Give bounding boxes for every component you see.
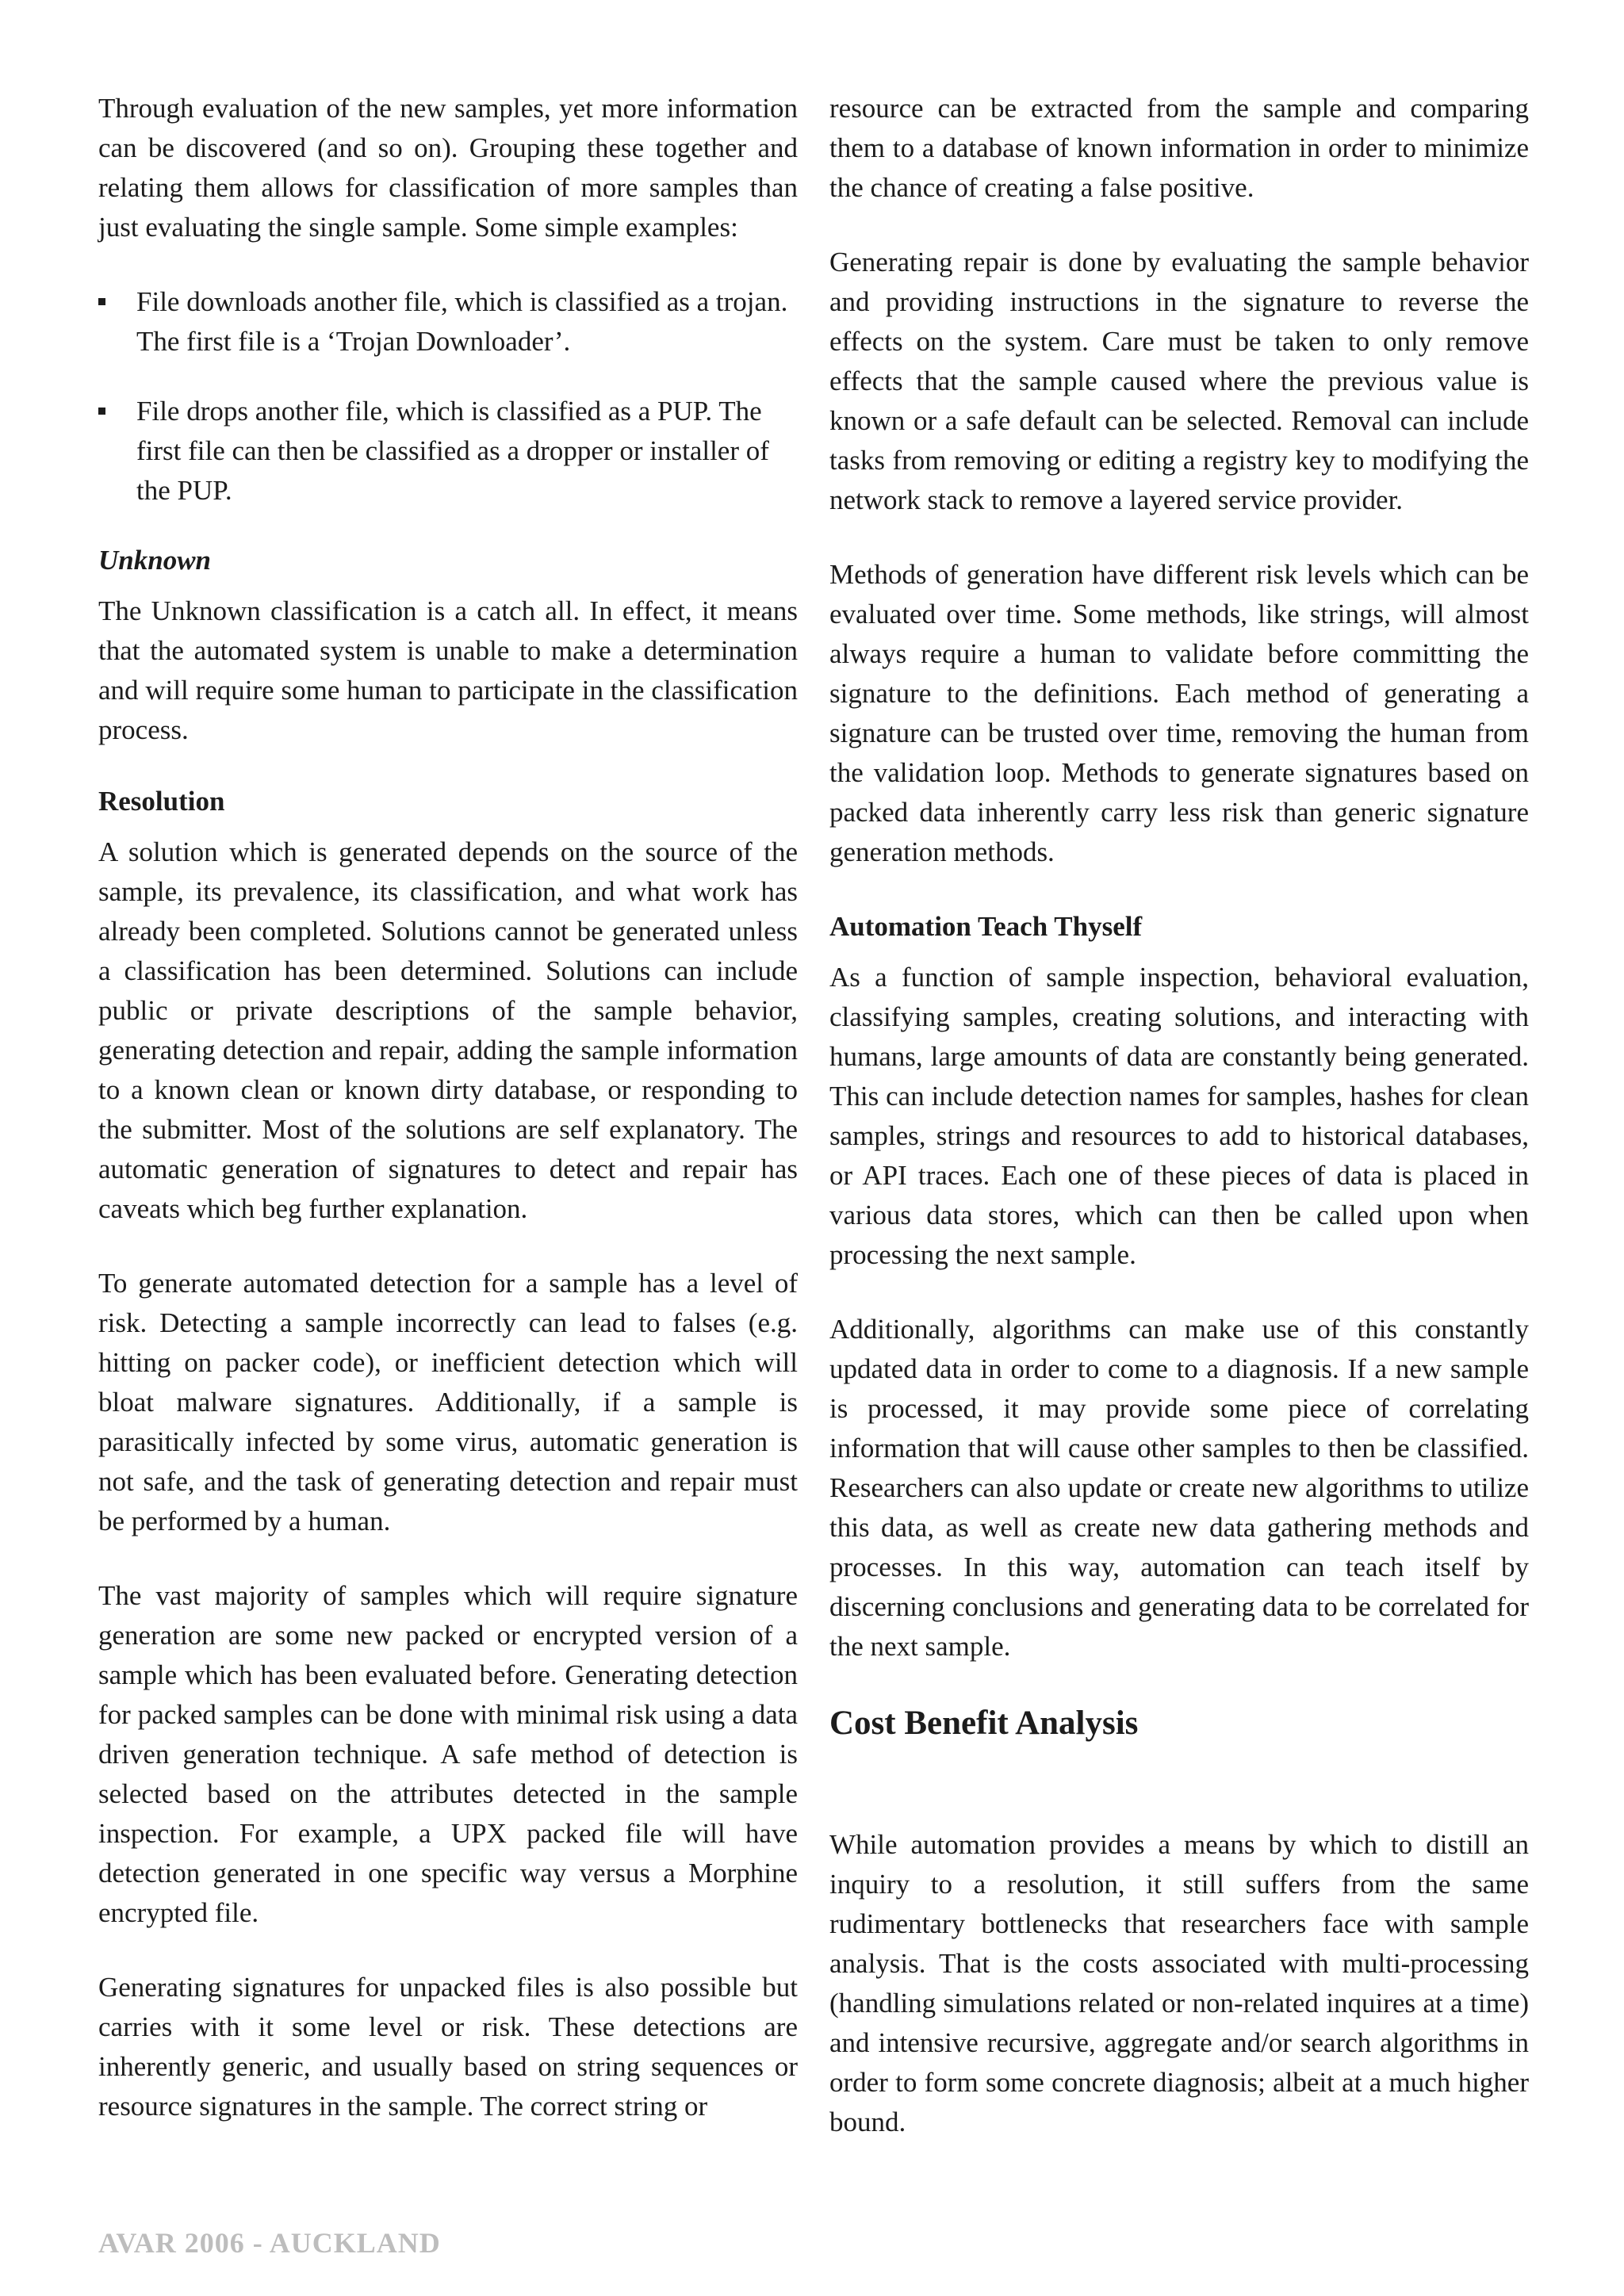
- cost-benefit-heading: Cost Benefit Analysis: [829, 1705, 1139, 1742]
- bullet-square-icon: [98, 298, 105, 305]
- unknown-heading: Unknown: [98, 545, 212, 576]
- intro-paragraph: Through evaluation of the new samples, yet more information can be discovered (and so on). Grouping these together and relating them allows for classification of more samples than just evaluating the single sample. Some simple examples:: [98, 93, 798, 243]
- resolution-paragraph: Generating signatures for unpacked files is also possible but carries with it some level or risk. These detections are inherently generic, and usually based on string sequences or resource signatures in the sample. The correct string or: [98, 1972, 798, 2122]
- resolution-paragraph: The vast majority of samples which will require signature generation are some new packed or encrypted version of a sample which has been evaluated before. Generating detection for packed samples can be done with minimal risk using a data driven generation technique. A safe method of detection is selected based on the attributes detected in the sample inspection. For example, a UPX packed file will have detection generated in one specific way versus a Morphine encrypted file.: [98, 1580, 798, 1928]
- resolution-paragraph: To generate automated detection for a sample has a level of risk. Detecting a sample incorrectly can lead to falses (e.g. hitting on packer code), or inefficient detection which will bloat malware signatures. Additionally, if a sample is parasitically infected by some virus, automatic generation is not safe, and the task of generating detection and repair must be performed by a human.: [98, 1268, 798, 1536]
- examples-list: [98, 282, 798, 511]
- left-column: [98, 89, 798, 2161]
- right-column: [829, 89, 1529, 2177]
- unknown-paragraph: The Unknown classification is a catch all. In effect, it means that the automated system is unable to make a determination and will require some human to participate in the classification process.: [98, 595, 798, 745]
- continuation-paragraph: resource can be extracted from the sample and comparing them to a database of known information in order to minimize the chance of creating a false positive.: [829, 93, 1529, 203]
- methods-paragraph: Methods of generation have different risk levels which can be evaluated over time. Some methods, like strings, will almost always require a human to validate before committing the signature to the definitions. Each method of generating a signature can be trusted over time, removing the human from the validation loop. Methods to generate signatures based on packed data inherently carry less risk than generic signature generation methods.: [829, 559, 1529, 867]
- page-footer: AVAR 2006 - AUCKLAND: [98, 2227, 441, 2259]
- automation-paragraph: As a function of sample inspection, behavioral evaluation, classifying samples, creating solutions, and interacting with humans, large amounts of data are constantly being generated. This can include detection names for samples, hashes for clean samples, strings and resources to add to historical databases, or API traces. Each one of these pieces of data is placed in various data stores, which can then be called upon when processing the next sample.: [829, 962, 1529, 1270]
- list-item-text: File drops another file, which is classified as a PUP. The first file can then be classified as a dropper or installer of the PUP.: [136, 396, 769, 506]
- automation-paragraph: Additionally, algorithms can make use of this constantly updated data in order to come to a diagnosis. If a new sample is processed, it may provide some piece of correlating information that will cause other samples to then be classified. Researchers can also update or create new algorithms to utilize this data, as well as create new data gathering methods and processes. In this way, automation can teach itself by discerning conclusions and generating data to be correlated for the next sample.: [829, 1314, 1529, 1662]
- resolution-heading: Resolution: [98, 786, 225, 817]
- cost-benefit-paragraph: While automation provides a means by which to distill an inquiry to a resolution, it still suffers from the same rudimentary bottlenecks that researchers face with sample analysis. That is the costs associated with multi-processing (handling simulations related or non-related inquires at a time) and intensive recursive, aggregate and/or search algorithms in order to form some concrete diagnosis; albeit at a much higher bound.: [829, 1829, 1529, 2137]
- bullet-square-icon: [98, 408, 105, 415]
- list-item: [98, 282, 798, 362]
- list-item-text: File downloads another file, which is classified as a trojan. The first file is a ‘Trojan Downloader’.: [136, 286, 788, 357]
- automation-heading: Automation Teach Thyself: [829, 911, 1143, 942]
- repair-paragraph: Generating repair is done by evaluating the sample behavior and providing instructions in the signature to reverse the effects on the system. Care must be taken to only remove effects that the sample caused where the previous value is known or a safe default can be selected. Removal can include tasks from removing or editing a registry key to modifying the network stack to remove a layered service provider.: [829, 247, 1529, 515]
- resolution-paragraph: A solution which is generated depends on the source of the sample, its prevalence, its classification, and what work has already been completed. Solutions cannot be generated unless a classification has been determined. Solutions can include public or private descriptions of the sample behavior, generating detection and repair, adding the sample information to a known clean or known dirty database, or responding to the submitter. Most of the solutions are self explanatory. The automatic generation of signatures to detect and repair has caveats which beg further explanation.: [98, 836, 798, 1224]
- list-item: [98, 392, 798, 511]
